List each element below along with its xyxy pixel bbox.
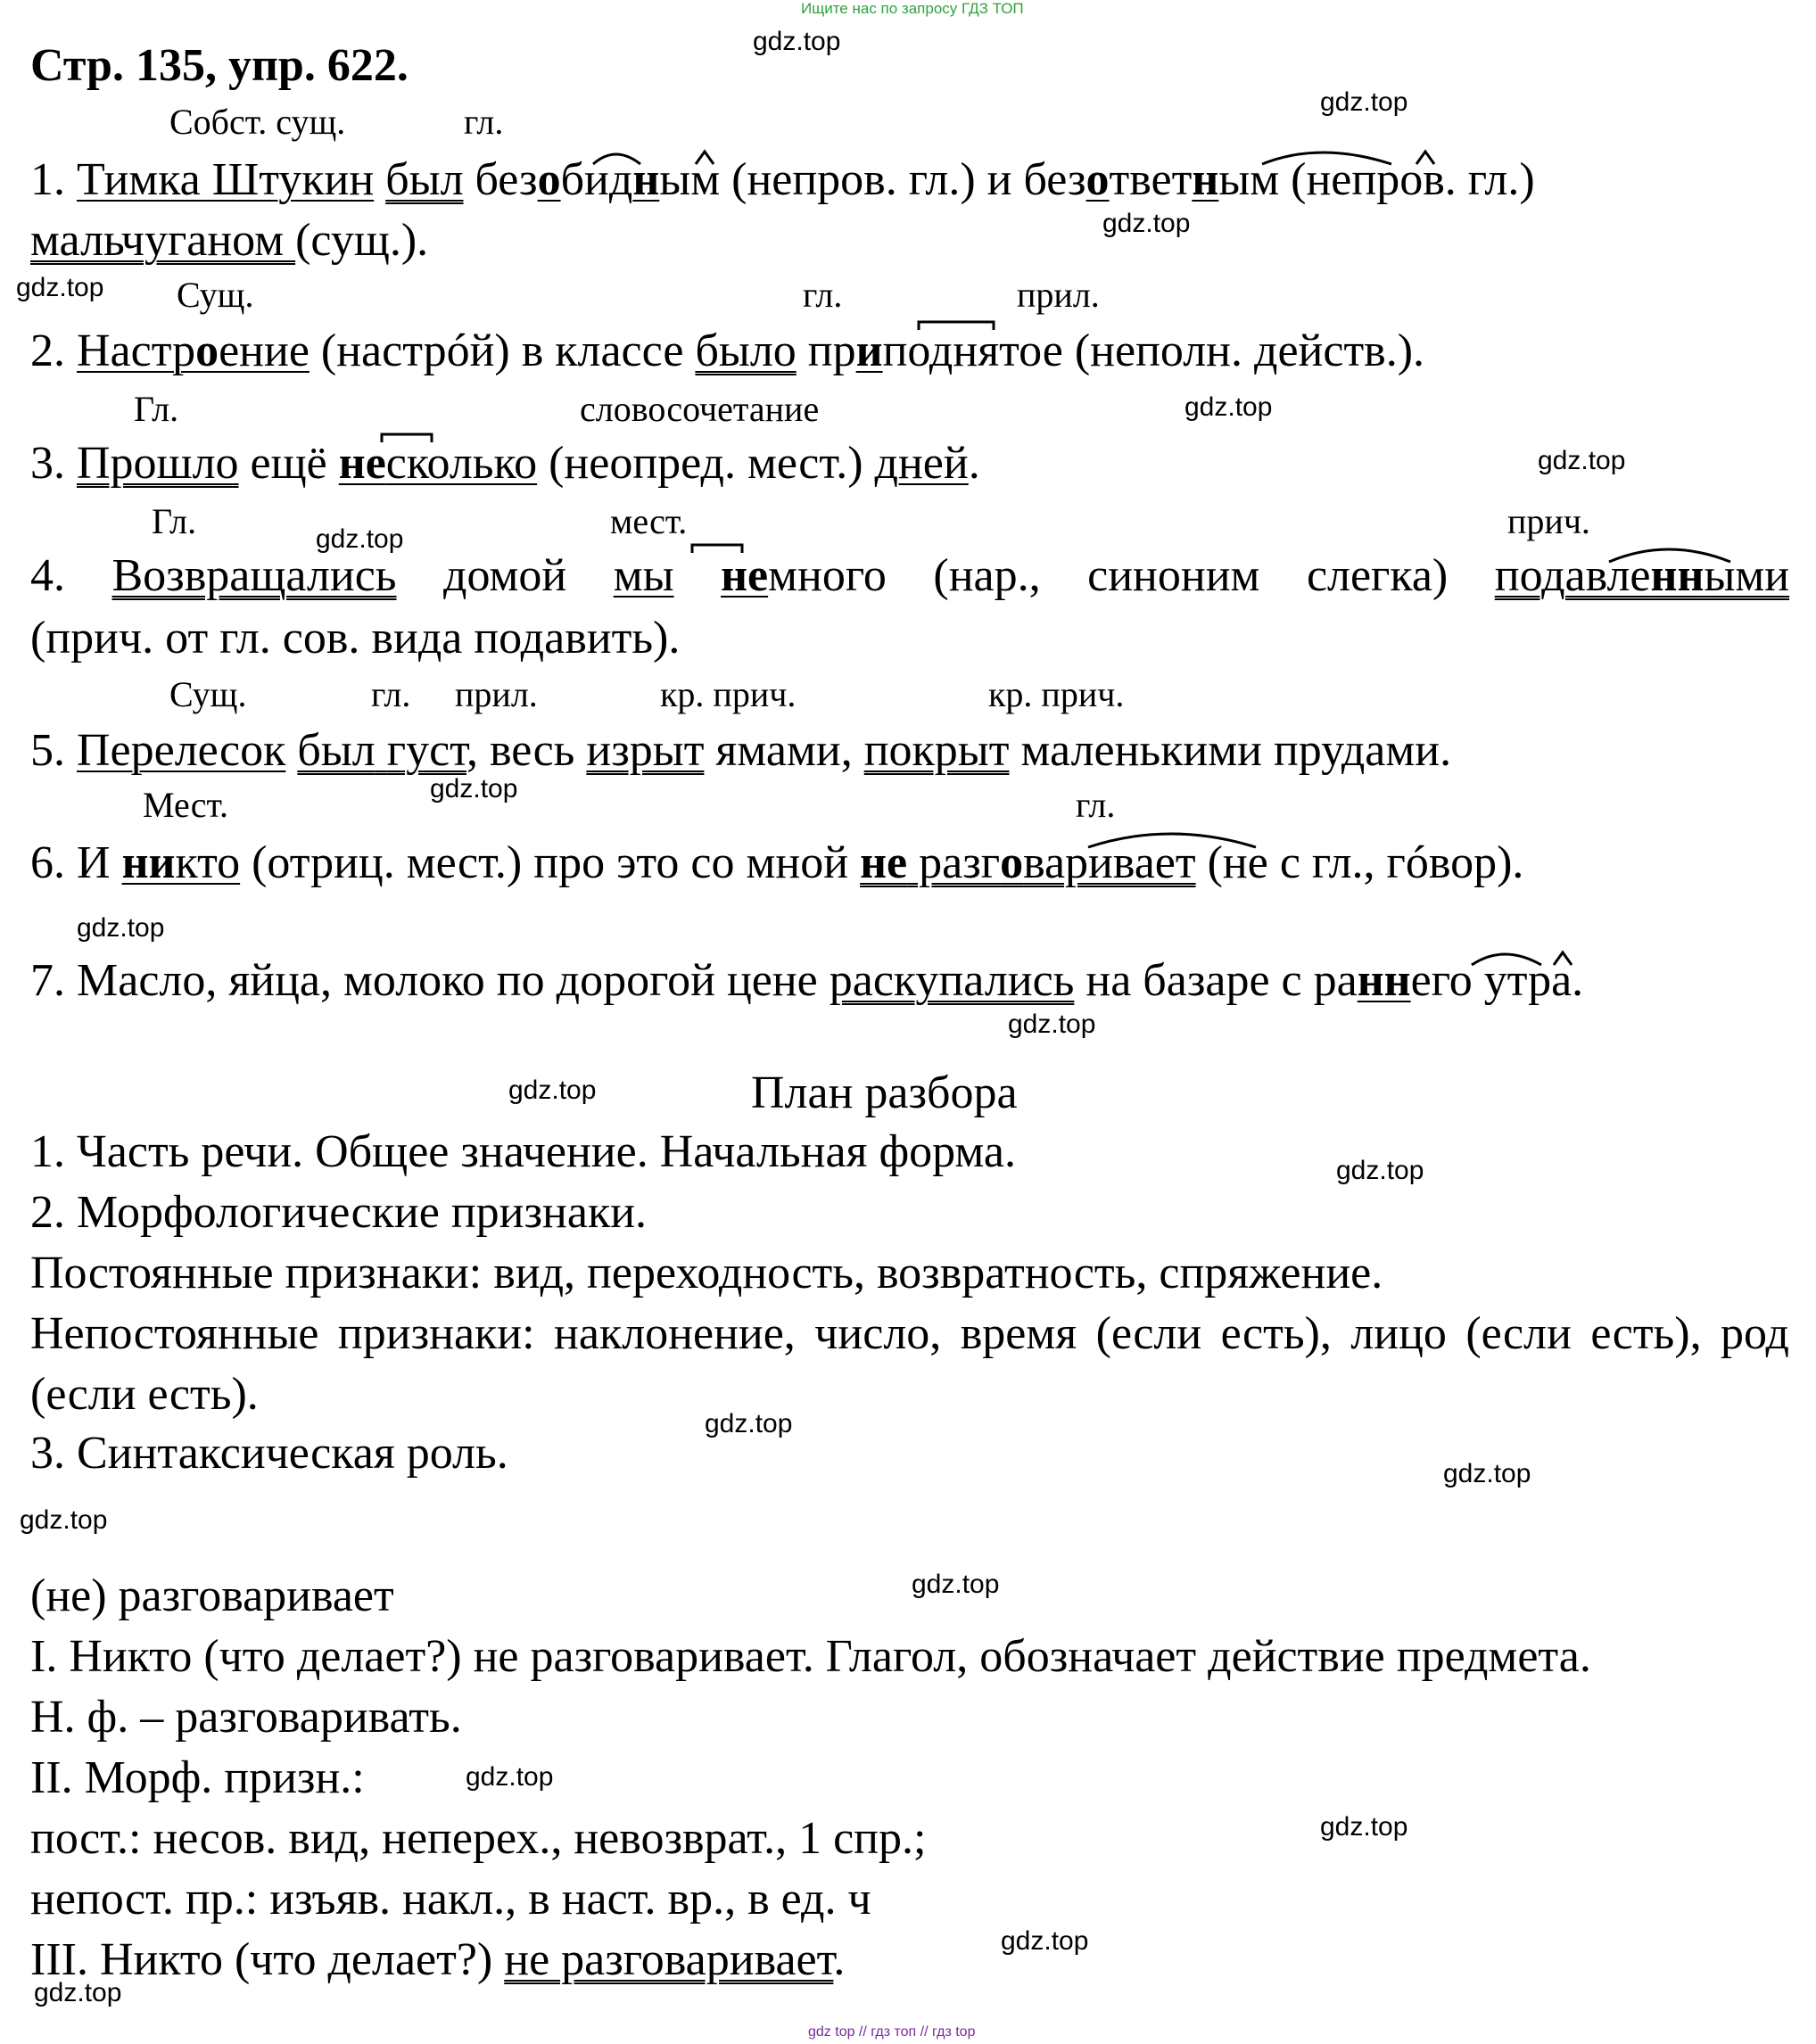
highlight: нн — [1357, 955, 1411, 1006]
prefix-mark — [917, 319, 997, 332]
text: 1. — [30, 154, 77, 205]
watermark: gdz.top — [20, 1505, 108, 1535]
text: без — [463, 154, 538, 205]
suffix-arc — [1606, 539, 1739, 565]
watermark: gdz.top — [1443, 1459, 1531, 1488]
highlight: не — [860, 837, 908, 888]
text: много — [768, 550, 887, 601]
sentence-1-line-2 — [30, 214, 428, 268]
text: 3. — [30, 438, 77, 489]
label: Собст. сущ. — [169, 102, 346, 142]
watermark: gdz.top — [77, 913, 165, 943]
sentence-3 — [30, 437, 980, 490]
watermark: gdz.top — [1320, 87, 1408, 117]
analysis-line: пост.: несов. вид, неперех., невозврат., 1 спр.; — [30, 1813, 927, 1864]
text: разг — [907, 837, 1001, 888]
analysis-line: I. Никто (что делает?) не разговаривает. Глагол, обозначает действие предмета. — [30, 1631, 1591, 1682]
predicate: изрыт — [586, 725, 705, 776]
sentence-4-line-1 — [30, 546, 1789, 606]
plan-item: Постоянные признаки: вид, переходность, возвратность, спряжение. — [30, 1248, 1383, 1298]
watermark: gdz.top — [1185, 392, 1273, 422]
text: 2. — [30, 326, 77, 376]
watermark: gdz.top — [705, 1409, 793, 1438]
predicate: мальчуганом — [30, 215, 296, 266]
text: 6. И — [30, 837, 122, 888]
label: словосочетание — [580, 389, 820, 429]
predicate — [376, 725, 387, 776]
sentence-6 — [30, 837, 1523, 890]
highlight: не — [721, 550, 769, 601]
text: (сущ.). — [295, 215, 429, 266]
subject — [339, 438, 537, 489]
analysis-line: непост. пр.: изъяв. накл., в наст. вр., в ед. ч — [30, 1874, 871, 1924]
plan-item: 3. Синтаксическая роль. — [30, 1428, 508, 1479]
predicate: покрыт — [863, 725, 1010, 776]
predicate: раскупались — [829, 955, 1075, 1006]
watermark: gdz.top — [1336, 1156, 1424, 1185]
page-title: Стр. 135, упр. 622. — [30, 40, 409, 91]
label: Сущ. — [169, 674, 247, 714]
text: (нар., — [933, 550, 1041, 601]
watermark: gdz.top — [1538, 446, 1626, 475]
predicate: не разговаривает — [504, 1934, 834, 1985]
analysis-word: (не) разговаривает — [30, 1570, 394, 1621]
prefix-mark — [380, 432, 435, 444]
watermark: gdz.top — [16, 273, 104, 302]
sentence-5 — [30, 724, 1451, 778]
predicate: было — [695, 326, 797, 376]
label: Сущ. — [177, 275, 254, 315]
morpheme-arcs — [1468, 942, 1593, 968]
subject: Тимка Штукин — [77, 154, 375, 205]
text — [285, 725, 297, 776]
label: прил. — [1017, 275, 1100, 315]
watermark: gdz.top — [508, 1076, 597, 1105]
text: . — [833, 1934, 846, 1985]
watermark: gdz.top — [34, 1978, 122, 2007]
predicate: Возвращались — [111, 550, 397, 601]
analysis-line — [30, 1933, 845, 1987]
text: Настр — [77, 326, 196, 376]
highlight: ни — [121, 837, 176, 888]
text: твет — [1109, 154, 1193, 205]
label: кр. прич. — [988, 674, 1125, 714]
sentence-7 — [30, 954, 1583, 1008]
text: (настрóй) в классе — [309, 326, 696, 376]
text: III. Никто (что делает?) — [30, 1934, 505, 1985]
footer: gdz top // гдз топ // гдз top — [808, 2024, 976, 2040]
text: кто — [175, 837, 241, 888]
watermark: gdz.top — [1102, 209, 1191, 238]
text: ыми — [1704, 550, 1790, 601]
highlight: нн — [1650, 550, 1705, 601]
sentence-4-line-2: (прич. от гл. сов. вида подавить). — [30, 613, 681, 663]
label: Гл. — [152, 501, 197, 541]
label: прил. — [455, 674, 538, 714]
highlight: о — [537, 154, 561, 205]
text: ым (непров. гл.) и без — [659, 154, 1086, 205]
highlight: н — [632, 154, 660, 205]
text: (отриц. мест.) про это со мной — [240, 837, 861, 888]
subject: дней — [874, 438, 969, 489]
analysis-line: Н. ф. – разговаривать. — [30, 1692, 462, 1743]
label: гл. — [464, 102, 504, 142]
highlight: и — [855, 326, 883, 376]
text: варивает — [1023, 837, 1196, 888]
text: ещё — [238, 438, 339, 489]
text: синоним — [1087, 550, 1260, 601]
plan-item: Непостоянные признаки: наклонение, число, время (если есть), лицо (если есть), род (если есть). — [30, 1308, 1789, 1420]
label: мест. — [610, 501, 688, 541]
text: (не с гл., гóвор). — [1195, 837, 1524, 888]
text: ым (непров. гл.) — [1218, 154, 1535, 205]
text: его утра. — [1410, 955, 1584, 1006]
text: 7. Масло, яйца, молоко по дорогой цене — [30, 955, 830, 1006]
watermark: gdz.top — [753, 27, 841, 56]
watermark: gdz.top — [466, 1762, 554, 1792]
highlight: н — [1192, 154, 1219, 205]
subject: Перелесок — [77, 725, 286, 776]
label: Мест. — [143, 785, 229, 825]
subject — [77, 326, 310, 376]
text: 5. — [30, 725, 77, 776]
watermark: gdz.top — [1001, 1926, 1089, 1956]
plan-title: План разбора — [751, 1067, 1018, 1118]
top-note: Ищите нас по запросу ГДЗ ТОП — [801, 0, 1024, 17]
plan-item: 1. Часть речи. Общее значение. Начальная форма. — [30, 1126, 1016, 1177]
predicate: был — [385, 154, 464, 205]
label: Гл. — [134, 389, 179, 429]
text — [374, 154, 385, 205]
highlight: о — [1085, 154, 1110, 205]
watermark: gdz.top — [430, 774, 518, 804]
analysis-line: II. Морф. призн.: — [30, 1752, 365, 1803]
root-arc — [1085, 824, 1263, 851]
morpheme-arcs — [1258, 141, 1490, 168]
text: на базаре с ра — [1074, 955, 1358, 1006]
watermark: gdz.top — [1008, 1010, 1096, 1039]
label: гл. — [803, 275, 843, 315]
text: 4. — [30, 550, 65, 601]
text: (неопред. мест.) — [537, 438, 875, 489]
highlight: не — [338, 438, 386, 489]
text: маленькими прудами. — [1009, 725, 1452, 776]
text: домой — [443, 550, 567, 601]
text: ямами, — [704, 725, 864, 776]
text: подавле — [1494, 550, 1651, 601]
predicate: был — [297, 725, 376, 776]
text: , весь — [466, 725, 587, 776]
sentence-2 — [30, 325, 1424, 378]
plan-item: 2. Морфологические признаки. — [30, 1187, 648, 1238]
watermark: gdz.top — [316, 524, 404, 554]
label: гл. — [371, 674, 411, 714]
label: кр. прич. — [660, 674, 797, 714]
predicate: густ — [386, 725, 466, 776]
label: прич. — [1507, 501, 1590, 541]
prefix-mark — [690, 542, 746, 555]
text: бид — [560, 154, 633, 205]
text: . — [968, 438, 980, 489]
text: ение — [219, 326, 310, 376]
subject: мы — [613, 550, 674, 601]
text: пр — [796, 326, 856, 376]
highlight: о — [195, 326, 219, 376]
predicate: Прошло — [77, 438, 239, 489]
watermark: gdz.top — [1320, 1812, 1408, 1842]
text: слегка) — [1306, 550, 1449, 601]
label: гл. — [1076, 785, 1116, 825]
text: поднятое (неполн. действ.). — [882, 326, 1425, 376]
subject — [122, 837, 241, 888]
highlight: о — [1000, 837, 1024, 888]
text: сколько — [385, 438, 538, 489]
watermark: gdz.top — [912, 1570, 1000, 1599]
morpheme-arcs — [589, 141, 910, 168]
